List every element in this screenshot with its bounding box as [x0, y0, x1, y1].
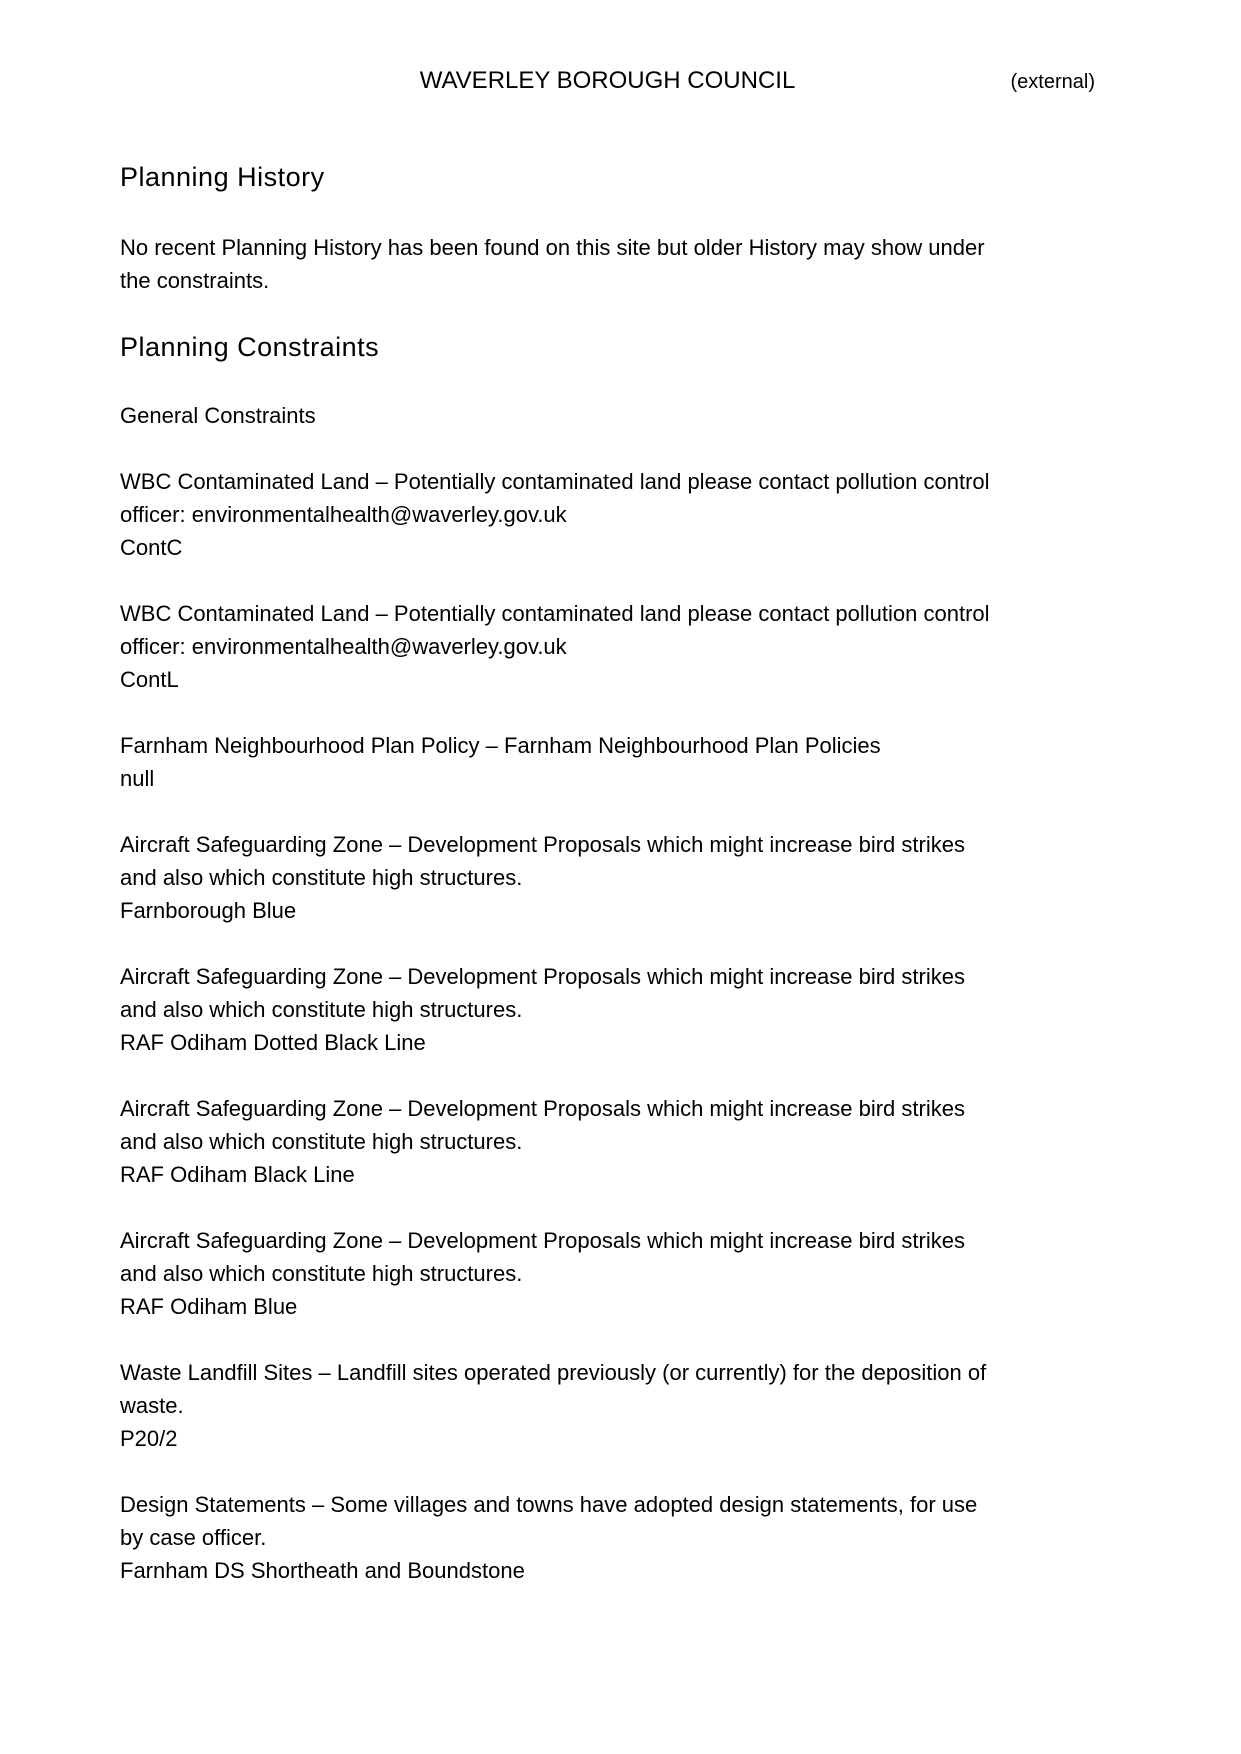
- constraint-value: RAF Odiham Blue: [120, 1294, 298, 1319]
- constraint-description-line: and also which constitute high structures.: [120, 997, 523, 1022]
- constraint-value: Farnborough Blue: [120, 898, 297, 923]
- constraint-item: [120, 1488, 1241, 1587]
- constraint-item: [120, 465, 1241, 564]
- constraints-list: [120, 465, 1241, 1587]
- constraint-value: RAF Odiham Black Line: [120, 1162, 355, 1187]
- constraint-description-line: and also which constitute high structures.: [120, 1129, 523, 1154]
- page-header: [120, 67, 1095, 95]
- constraint-description-line: waste.: [120, 1393, 184, 1418]
- constraint-description-line: Aircraft Safeguarding Zone – Development Proposals which might increase bird strikes: [120, 1096, 965, 1121]
- constraint-description-line: and also which constitute high structures.: [120, 865, 523, 890]
- general-constraints-subheading: General Constraints: [120, 403, 316, 428]
- constraint-value: ContC: [120, 535, 183, 560]
- constraint-description-line: Waste Landfill Sites – Landfill sites operated previously (or currently) for the deposition of: [120, 1360, 987, 1385]
- constraint-item: [120, 1092, 1241, 1191]
- constraint-item: [120, 597, 1241, 696]
- note-line: No recent Planning History has been found on this site but older History may show under: [120, 235, 985, 260]
- constraint-value: null: [120, 766, 155, 791]
- constraint-description-line: WBC Contaminated Land – Potentially contaminated land please contact pollution control: [120, 601, 990, 626]
- document-title: WAVERLEY BOROUGH COUNCIL: [419, 67, 796, 94]
- constraint-description-line: Design Statements – Some villages and towns have adopted design statements, for use: [120, 1492, 978, 1517]
- constraint-description-line: Aircraft Safeguarding Zone – Development Proposals which might increase bird strikes: [120, 1228, 965, 1253]
- planning-history-note: [120, 231, 1241, 297]
- constraint-item: [120, 828, 1241, 927]
- constraint-description-line: Aircraft Safeguarding Zone – Development Proposals which might increase bird strikes: [120, 964, 965, 989]
- note-line: the constraints.: [120, 268, 270, 293]
- planning-history-heading: Planning History: [120, 162, 325, 192]
- constraint-value: Farnham DS Shortheath and Boundstone: [120, 1558, 525, 1583]
- constraint-description-line: WBC Contaminated Land – Potentially contaminated land please contact pollution control: [120, 469, 990, 494]
- constraint-value: RAF Odiham Dotted Black Line: [120, 1030, 426, 1055]
- constraint-description-line: Farnham Neighbourhood Plan Policy – Farnham Neighbourhood Plan Policies: [120, 733, 881, 758]
- constraint-description-line: and also which constitute high structures.: [120, 1261, 523, 1286]
- constraint-item: [120, 960, 1241, 1059]
- constraint-value: P20/2: [120, 1426, 178, 1451]
- constraint-description-line: by case officer.: [120, 1525, 267, 1550]
- external-tag: (external): [1010, 71, 1095, 93]
- constraint-value: ContL: [120, 667, 179, 692]
- constraint-description-line: officer: environmentalhealth@waverley.gov.uk: [120, 502, 567, 527]
- constraint-description-line: officer: environmentalhealth@waverley.gov.uk: [120, 634, 567, 659]
- planning-constraints-heading: Planning Constraints: [120, 332, 380, 362]
- constraint-description-line: Aircraft Safeguarding Zone – Development Proposals which might increase bird strikes: [120, 832, 965, 857]
- constraint-item: [120, 729, 1241, 795]
- constraint-item: [120, 1224, 1241, 1323]
- constraint-item: [120, 1356, 1241, 1455]
